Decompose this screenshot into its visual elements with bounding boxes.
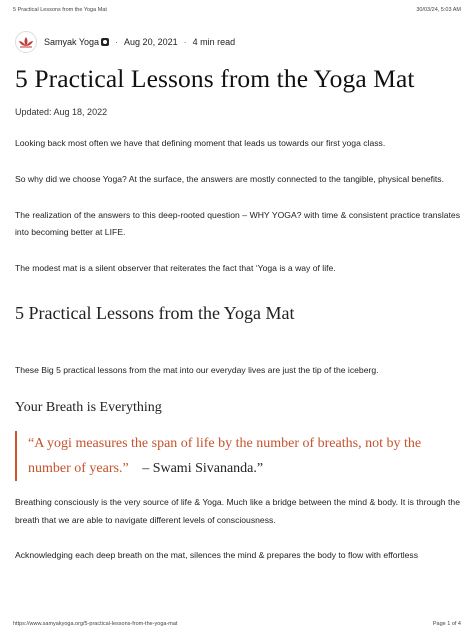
meta-separator: · xyxy=(183,37,187,47)
print-header-title: 5 Practical Lessons from the Yoga Mat xyxy=(13,7,107,13)
quote-text: “A yogi measures the span of life by the number of breaths, not by the number of years.” xyxy=(28,435,422,476)
section-intro: These Big 5 practical lessons from the mat into our everyday lives are just the tip of the iceberg. xyxy=(15,364,379,375)
paragraph: So why did we choose Yoga? At the surface, the answers are mostly connected to the tangible, physical benefits. xyxy=(15,173,444,184)
meta-separator: · xyxy=(115,37,119,47)
print-footer xyxy=(13,621,461,627)
quote-attribution: – Swami Sivananda.” xyxy=(142,460,264,476)
blockquote xyxy=(15,431,460,481)
paragraph: Acknowledging each deep breath on the mat, silences the mind & prepares the body to flow with effortless xyxy=(15,550,419,561)
author-row xyxy=(15,28,460,56)
lotus-logo-icon[interactable] xyxy=(15,31,37,53)
article-title: 5 Practical Lessons from the Yoga Mat xyxy=(15,64,415,93)
publish-date: Aug 20, 2021 xyxy=(124,37,178,47)
author-name[interactable]: Samyak Yoga xyxy=(44,37,100,47)
paragraph: The modest mat is a silent observer that reiterates the fact that ‘Yoga is a way of life. xyxy=(15,263,336,274)
subheading: Your Breath is Everything xyxy=(15,399,162,415)
paragraph: Looking back most often we have that defining moment that leads us towards our first yoga class. xyxy=(15,138,386,148)
page-number: Page 1 of 4 xyxy=(432,621,461,627)
paragraph: The realization of the answers to this deep-rooted question – WHY YOGA? with time & consistent practice translates into becoming better at LIFE. xyxy=(15,209,460,238)
print-header xyxy=(13,7,461,13)
verified-badge-icon xyxy=(101,38,109,46)
print-header-datetime: 30/03/24, 5:03 AM xyxy=(416,7,461,13)
read-time: 4 min read xyxy=(192,37,236,47)
section-heading: 5 Practical Lessons from the Yoga Mat xyxy=(15,302,295,323)
article xyxy=(15,28,460,565)
updated-date: Updated: Aug 18, 2022 xyxy=(15,107,108,117)
print-footer-url[interactable]: https://www.samyakyoga.org/5-practical-lessons-from-the-yoga-mat xyxy=(13,621,178,627)
paragraph: Breathing consciously is the very source of life & Yoga. Much like a bridge between the mind & body. It is through the breath that we are able to navigate different levels of consciousness. xyxy=(15,496,460,525)
